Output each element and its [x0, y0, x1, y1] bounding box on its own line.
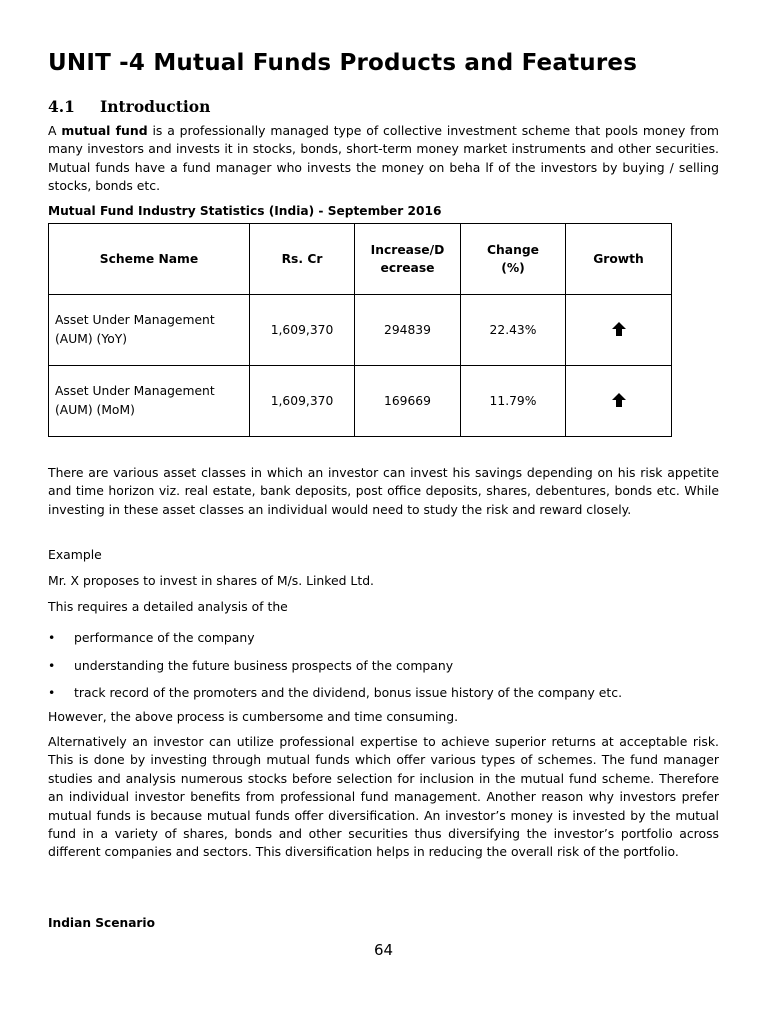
section-heading — [48, 97, 210, 116]
page-number: 64 — [373, 941, 394, 959]
cell-scheme-name: Asset Under Management (AUM) (YoY) — [49, 295, 250, 366]
section-number: 4.1 — [48, 97, 75, 116]
example-text: Mr. X proposes to invest in shares of M/s. Linked Ltd. — [48, 573, 374, 588]
however-paragraph: However, the above process is cumbersome and time consuming. — [48, 709, 459, 724]
header-increase-decrease: Increase/D ecrease — [355, 224, 461, 295]
bullet-icon: • — [48, 657, 56, 673]
analysis-intro: This requires a detailed analysis of the — [48, 599, 288, 614]
table-header-row — [49, 224, 672, 295]
up-arrow-icon — [612, 322, 626, 336]
cell-rs-cr: 1,609,370 — [250, 366, 355, 437]
up-arrow-icon — [612, 393, 626, 407]
cell-scheme-name: Asset Under Management (AUM) (MoM) — [49, 366, 250, 437]
analysis-bullet-list — [48, 629, 719, 712]
cell-change: 11.79% — [461, 366, 566, 437]
table-row — [49, 366, 672, 437]
cell-growth — [566, 366, 672, 437]
table-caption: Mutual Fund Industry Statistics (India) - September 2016 — [48, 204, 442, 218]
header-scheme-name: Scheme Name — [49, 224, 250, 295]
unit-title: UNIT -4 Mutual Funds Products and Features — [48, 50, 638, 76]
statistics-table — [48, 223, 672, 437]
intro-lead: A — [48, 123, 62, 138]
cell-rs-cr: 1,609,370 — [250, 295, 355, 366]
cell-growth — [566, 295, 672, 366]
header-growth: Growth — [566, 224, 672, 295]
example-label: Example — [48, 547, 102, 562]
header-rs-cr: Rs. Cr — [250, 224, 355, 295]
alternatively-paragraph: Alternatively an investor can utilize professional expertise to achieve superior returns at acceptable risk. This is done by investing through mutual funds which offer various types of schemes. The fund manager studies and analysis numerous stocks before selection for inclusion in the mutual fund scheme. Therefore an individual investor benefits from professional fund management. Another reason why investors prefer mutual funds is because mutual funds offer diversification. An investor’s money is invested by the mutual fund in a variety of shares, bonds and other securities thus diversifying the investor’s portfolio across different companies and sectors. This diversification helps in reducing the overall risk of the portfolio. — [48, 734, 719, 860]
indian-scenario-heading: Indian Scenario — [48, 916, 155, 930]
list-item: • understanding the future business prospects of the company — [48, 657, 454, 673]
header-change: Change (%) — [461, 224, 566, 295]
list-item: • performance of the company — [48, 630, 255, 645]
bullet-icon: • — [48, 630, 56, 645]
section-title: Introduction — [100, 97, 211, 116]
intro-term: mutual fund — [61, 123, 148, 138]
intro-paragraph — [48, 122, 719, 196]
cell-increase: 169669 — [355, 366, 461, 437]
bullet-icon: • — [48, 685, 56, 700]
intro-rest: is a professionally managed type of collective investment scheme that pools money from many investors and invests it in stocks, bonds, short-term money market instruments and other securities. Mutual funds have a fund manager who invests the money on beha lf of the investors by buying / selling stocks, bonds etc. — [48, 123, 719, 194]
cell-change: 22.43% — [461, 295, 566, 366]
table-row — [49, 295, 672, 366]
cell-increase: 294839 — [355, 295, 461, 366]
list-item: • track record of the promoters and the dividend, bonus issue history of the company etc. — [48, 685, 623, 700]
asset-classes-paragraph: There are various asset classes in which an investor can invest his savings depending on his risk appetite and time horizon viz. real estate, bank deposits, post office deposits, shares, debentures, bonds etc. While investing in these asset classes an individual would need to study the risk and reward closely. — [48, 465, 719, 517]
